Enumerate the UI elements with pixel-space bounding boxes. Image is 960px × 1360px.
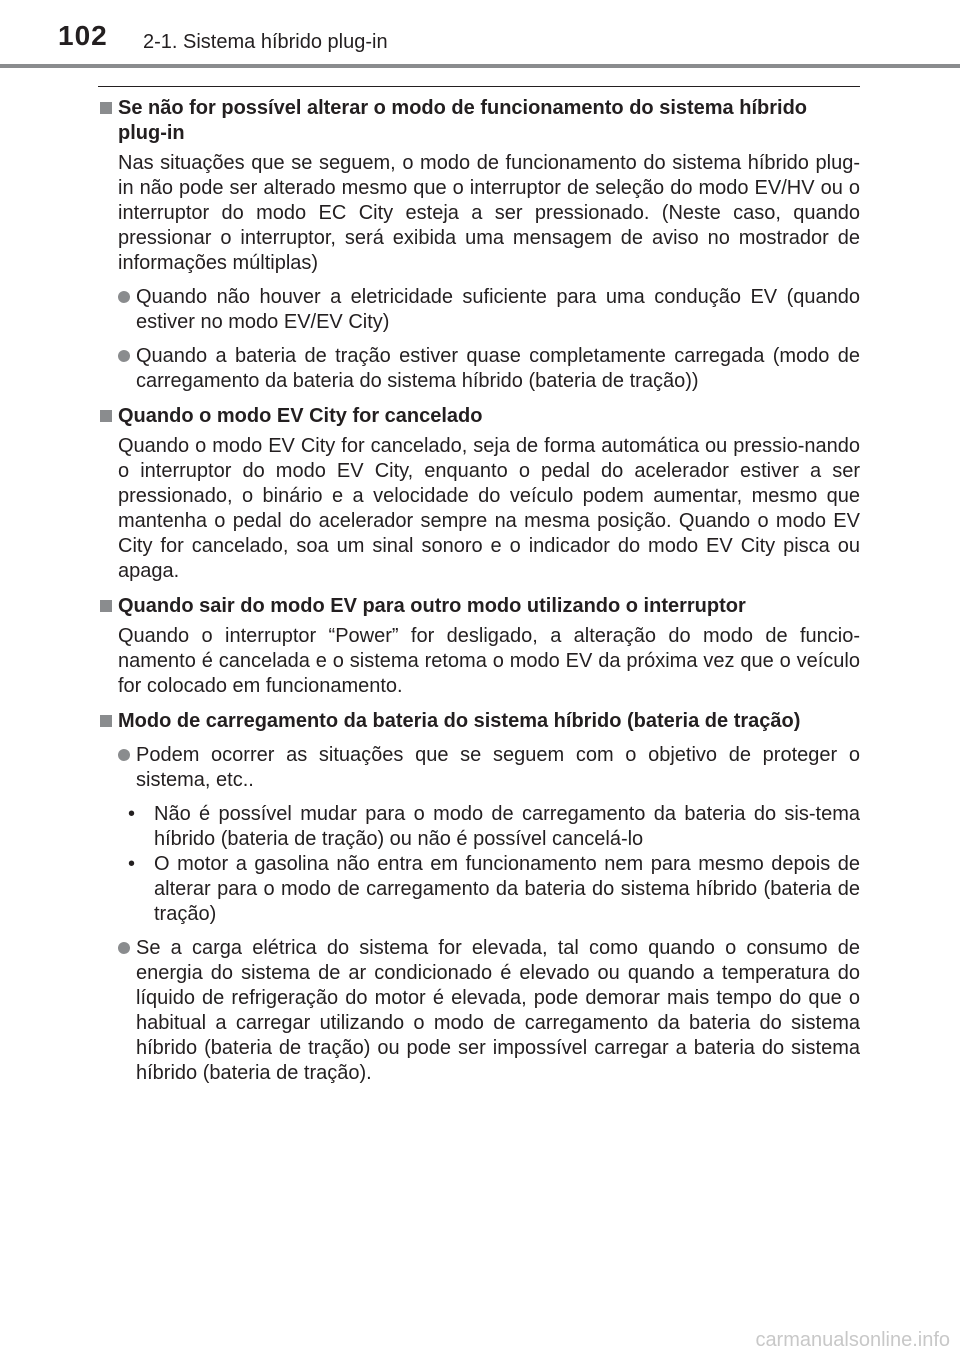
list-item-text: Não é possível mudar para o modo de carregamento da bateria do sis-tema híbrido (bateria de tração) ou não é possível cancelá-lo [154, 803, 860, 850]
content-top-rule [98, 86, 860, 87]
dot-list [98, 802, 860, 927]
page-number: 102 [58, 20, 108, 51]
small-dot-icon: • [128, 853, 136, 875]
page-content [98, 96, 860, 1086]
bullet-item [98, 285, 860, 335]
list-item [98, 802, 860, 852]
list-item [98, 852, 860, 927]
bullet-item [98, 344, 860, 394]
bullet-text: Se a carga elétrica do sistema for elevada, tal como quando o consumo de energia do sistema de ar condicionado é elevado ou quando a temperatura do líquido de refrigeração do motor é elevada, pode demorar mais tempo do que o habitual a carregar utilizando o modo de carregamento da bateria do sistema híbrido (bateria de tração) ou pode ser impossível carregar a bateria do sistema híbrido (bateria de tração). [136, 937, 860, 1084]
paragraph: Quando o interruptor “Power” for desligado, a alteração do modo de funcio-namento é cancelada e o sistema retoma o modo EV da próxima vez que o veículo for colocado em funcionamento. [118, 625, 860, 697]
heading-text: Se não for possível alterar o modo de funcionamento do sistema híbrido plug-in [118, 97, 808, 144]
square-bullet-icon [100, 600, 112, 612]
header-rule [0, 64, 960, 68]
circle-bullet-icon [118, 291, 130, 303]
square-bullet-icon [100, 410, 112, 422]
watermark: carmanualsonline.info [755, 1329, 950, 1351]
section-heading [98, 96, 860, 146]
bullet-text: Podem ocorrer as situações que se seguem com o objetivo de proteger o sistema, etc.. [136, 744, 860, 791]
list-item-text: O motor a gasolina não entra em funcionamento nem para mesmo depois de alterar para o modo de carregamento da bateria do sistema híbrido (bateria de tração) [154, 853, 860, 925]
circle-bullet-icon [118, 749, 130, 761]
paragraph: Quando o modo EV City for cancelado, seja de forma automática ou pressio-nando o interruptor do modo EV City, enquanto o pedal do acelerador estiver a ser pressionado, o binário e a velocidade do veículo podem aumentar, mesmo que mantenha o pedal do acelerador sempre na mesma posição. Quando o modo EV City for cancelado, soa um sinal sonoro e o indicador do modo EV City pisca ou apaga. [118, 435, 860, 582]
square-bullet-icon [100, 102, 112, 114]
circle-bullet-icon [118, 350, 130, 362]
bullet-item [98, 936, 860, 1086]
bullet-text: Quando não houver a eletricidade suficiente para uma condução EV (quando estiver no modo EV/EV City) [136, 286, 860, 333]
page-header [0, 0, 960, 68]
section-heading [98, 709, 860, 734]
heading-text: Quando o modo EV City for cancelado [118, 405, 483, 427]
section-heading [98, 594, 860, 619]
square-bullet-icon [100, 715, 112, 727]
heading-text: Quando sair do modo EV para outro modo utilizando o interruptor [118, 595, 746, 617]
section-heading [98, 404, 860, 429]
section-title: 2-1. Sistema híbrido plug-in [143, 31, 388, 53]
paragraph: Nas situações que se seguem, o modo de funcionamento do sistema híbrido plug-in não pode ser alterado mesmo que o interruptor de seleção do modo EV/HV ou o interruptor do modo EC City esteja a ser pressionado. (Neste caso, quando pressionar o interruptor, será exibida uma mensagem de aviso no mostrador de informações múltiplas) [118, 152, 860, 274]
heading-text: Modo de carregamento da bateria do sistema híbrido (bateria de tração) [118, 710, 801, 732]
bullet-item [98, 743, 860, 793]
small-dot-icon: • [128, 803, 136, 825]
circle-bullet-icon [118, 942, 130, 954]
bullet-text: Quando a bateria de tração estiver quase completamente carregada (modo de carregamento da bateria do sistema híbrido (bateria de tração)) [136, 345, 860, 392]
